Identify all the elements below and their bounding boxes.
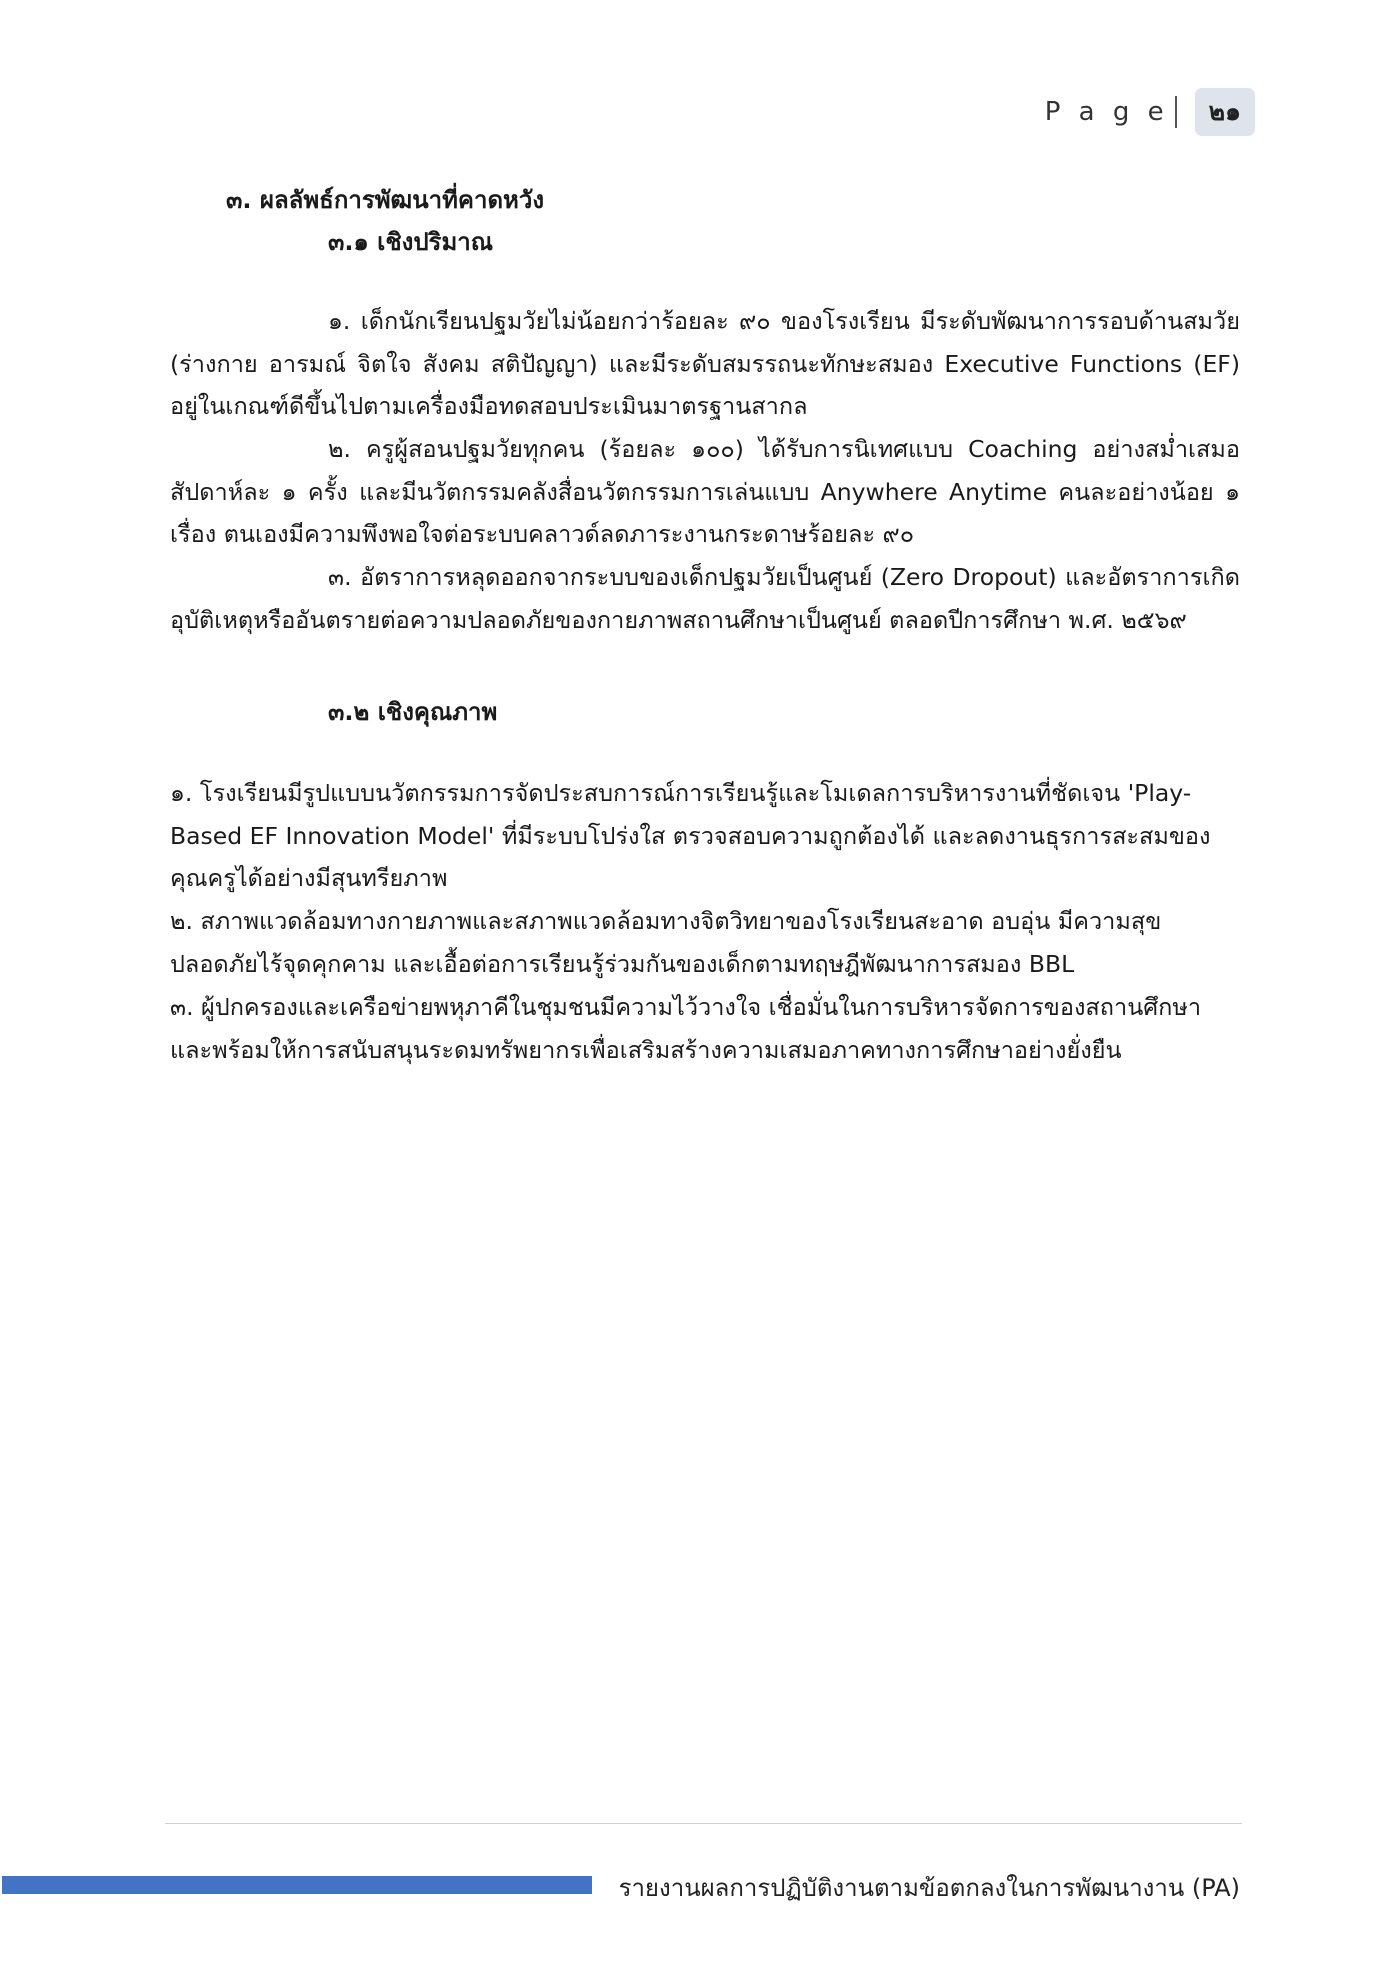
section-title: ๓. ผลลัพธ์การพัฒนาที่คาดหวัง xyxy=(226,186,545,214)
qualitative-item-1: ๑. โรงเรียนมีรูปแบบนวัตกรรมการจัดประสบการณ์การเรียนรู้และโมเดลการบริหารงานที่ชัดเจน 'Play-Based EF Innovation Model' ที่มีระบบโปร่งใส ตรวจสอบความถูกต้องได้ และลดงานธุรการสะสมของคุณครูได้อย่างมีสุนทรียภาพ xyxy=(170,779,1211,893)
page-separator xyxy=(1175,96,1177,128)
page-label: P a g e xyxy=(1044,97,1169,127)
quantitative-item-2: ๒. ครูผู้สอนปฐมวัยทุกคน (ร้อยละ ๑๐๐) ได้รับการนิเทศแบบ Coaching อย่างสม่ำเสมอสัปดาห์ละ ๑ ครั้ง และมีนวัตกรรมคลังสื่อนวัตกรรมการเล่นแบบ Anywhere Anytime คนละอย่างน้อย ๑ เรื่อง ตนเองมีความพึงพอใจต่อระบบคลาวด์ลดภาระงานกระดาษร้อยละ ๙๐ xyxy=(170,435,1240,549)
qualitative-heading: ๓.๒ เชิงคุณภาพ xyxy=(328,698,498,726)
page-header xyxy=(1045,88,1255,136)
footer-title: รายงานผลการปฏิบัติงานตามข้อตกลงในการพัฒนางาน (PA) xyxy=(618,1874,1240,1902)
quantitative-heading: ๓.๑ เชิงปริมาณ xyxy=(328,228,494,256)
footer-accent-bar xyxy=(2,1876,592,1894)
quantitative-item-3: ๓. อัตราการหลุดออกจากระบบของเด็กปฐมวัยเป็นศูนย์ (Zero Dropout) และอัตราการเกิดอุบัติเหตุหรืออันตรายต่อความปลอดภัยของกายภาพสถานศึกษาเป็นศูนย์ ตลอดปีการศึกษา พ.ศ. ๒๕๖๙ xyxy=(170,563,1240,634)
footer-divider xyxy=(165,1823,1242,1824)
qualitative-item-2: ๒. สภาพแวดล้อมทางกายภาพและสภาพแวดล้อมทางจิตวิทยาของโรงเรียนสะอาด อบอุ่น มีความสุข ปลอดภัยไร้จุดคุกคาม และเอื้อต่อการเรียนรู้ร่วมกันของเด็กตามทฤษฎีพัฒนาการสมอง BBL xyxy=(170,907,1162,978)
quantitative-item-1: ๑. เด็กนักเรียนปฐมวัยไม่น้อยกว่าร้อยละ ๙๐ ของโรงเรียน มีระดับพัฒนาการรอบด้านสมวัย (ร่างกาย อารมณ์ จิตใจ สังคม สติปัญญา) และมีระดับสมรรถนะทักษะสมอง Executive Functions (EF) อยู่ในเกณฑ์ดีขึ้นไปตามเครื่องมือทดสอบประเมินมาตรฐานสากล xyxy=(170,307,1240,421)
page-number: ๒๑ xyxy=(1195,88,1255,136)
qualitative-item-3: ๓. ผู้ปกครองและเครือข่ายพหุภาคีในชุมชนมีความไว้วางใจ เชื่อมั่นในการบริหารจัดการของสถานศึกษา และพร้อมให้การสนับสนุนระดมทรัพยากรเพื่อเสริมสร้างความเสมอภาคทางการศึกษาอย่างยั่งยืน xyxy=(170,993,1202,1064)
